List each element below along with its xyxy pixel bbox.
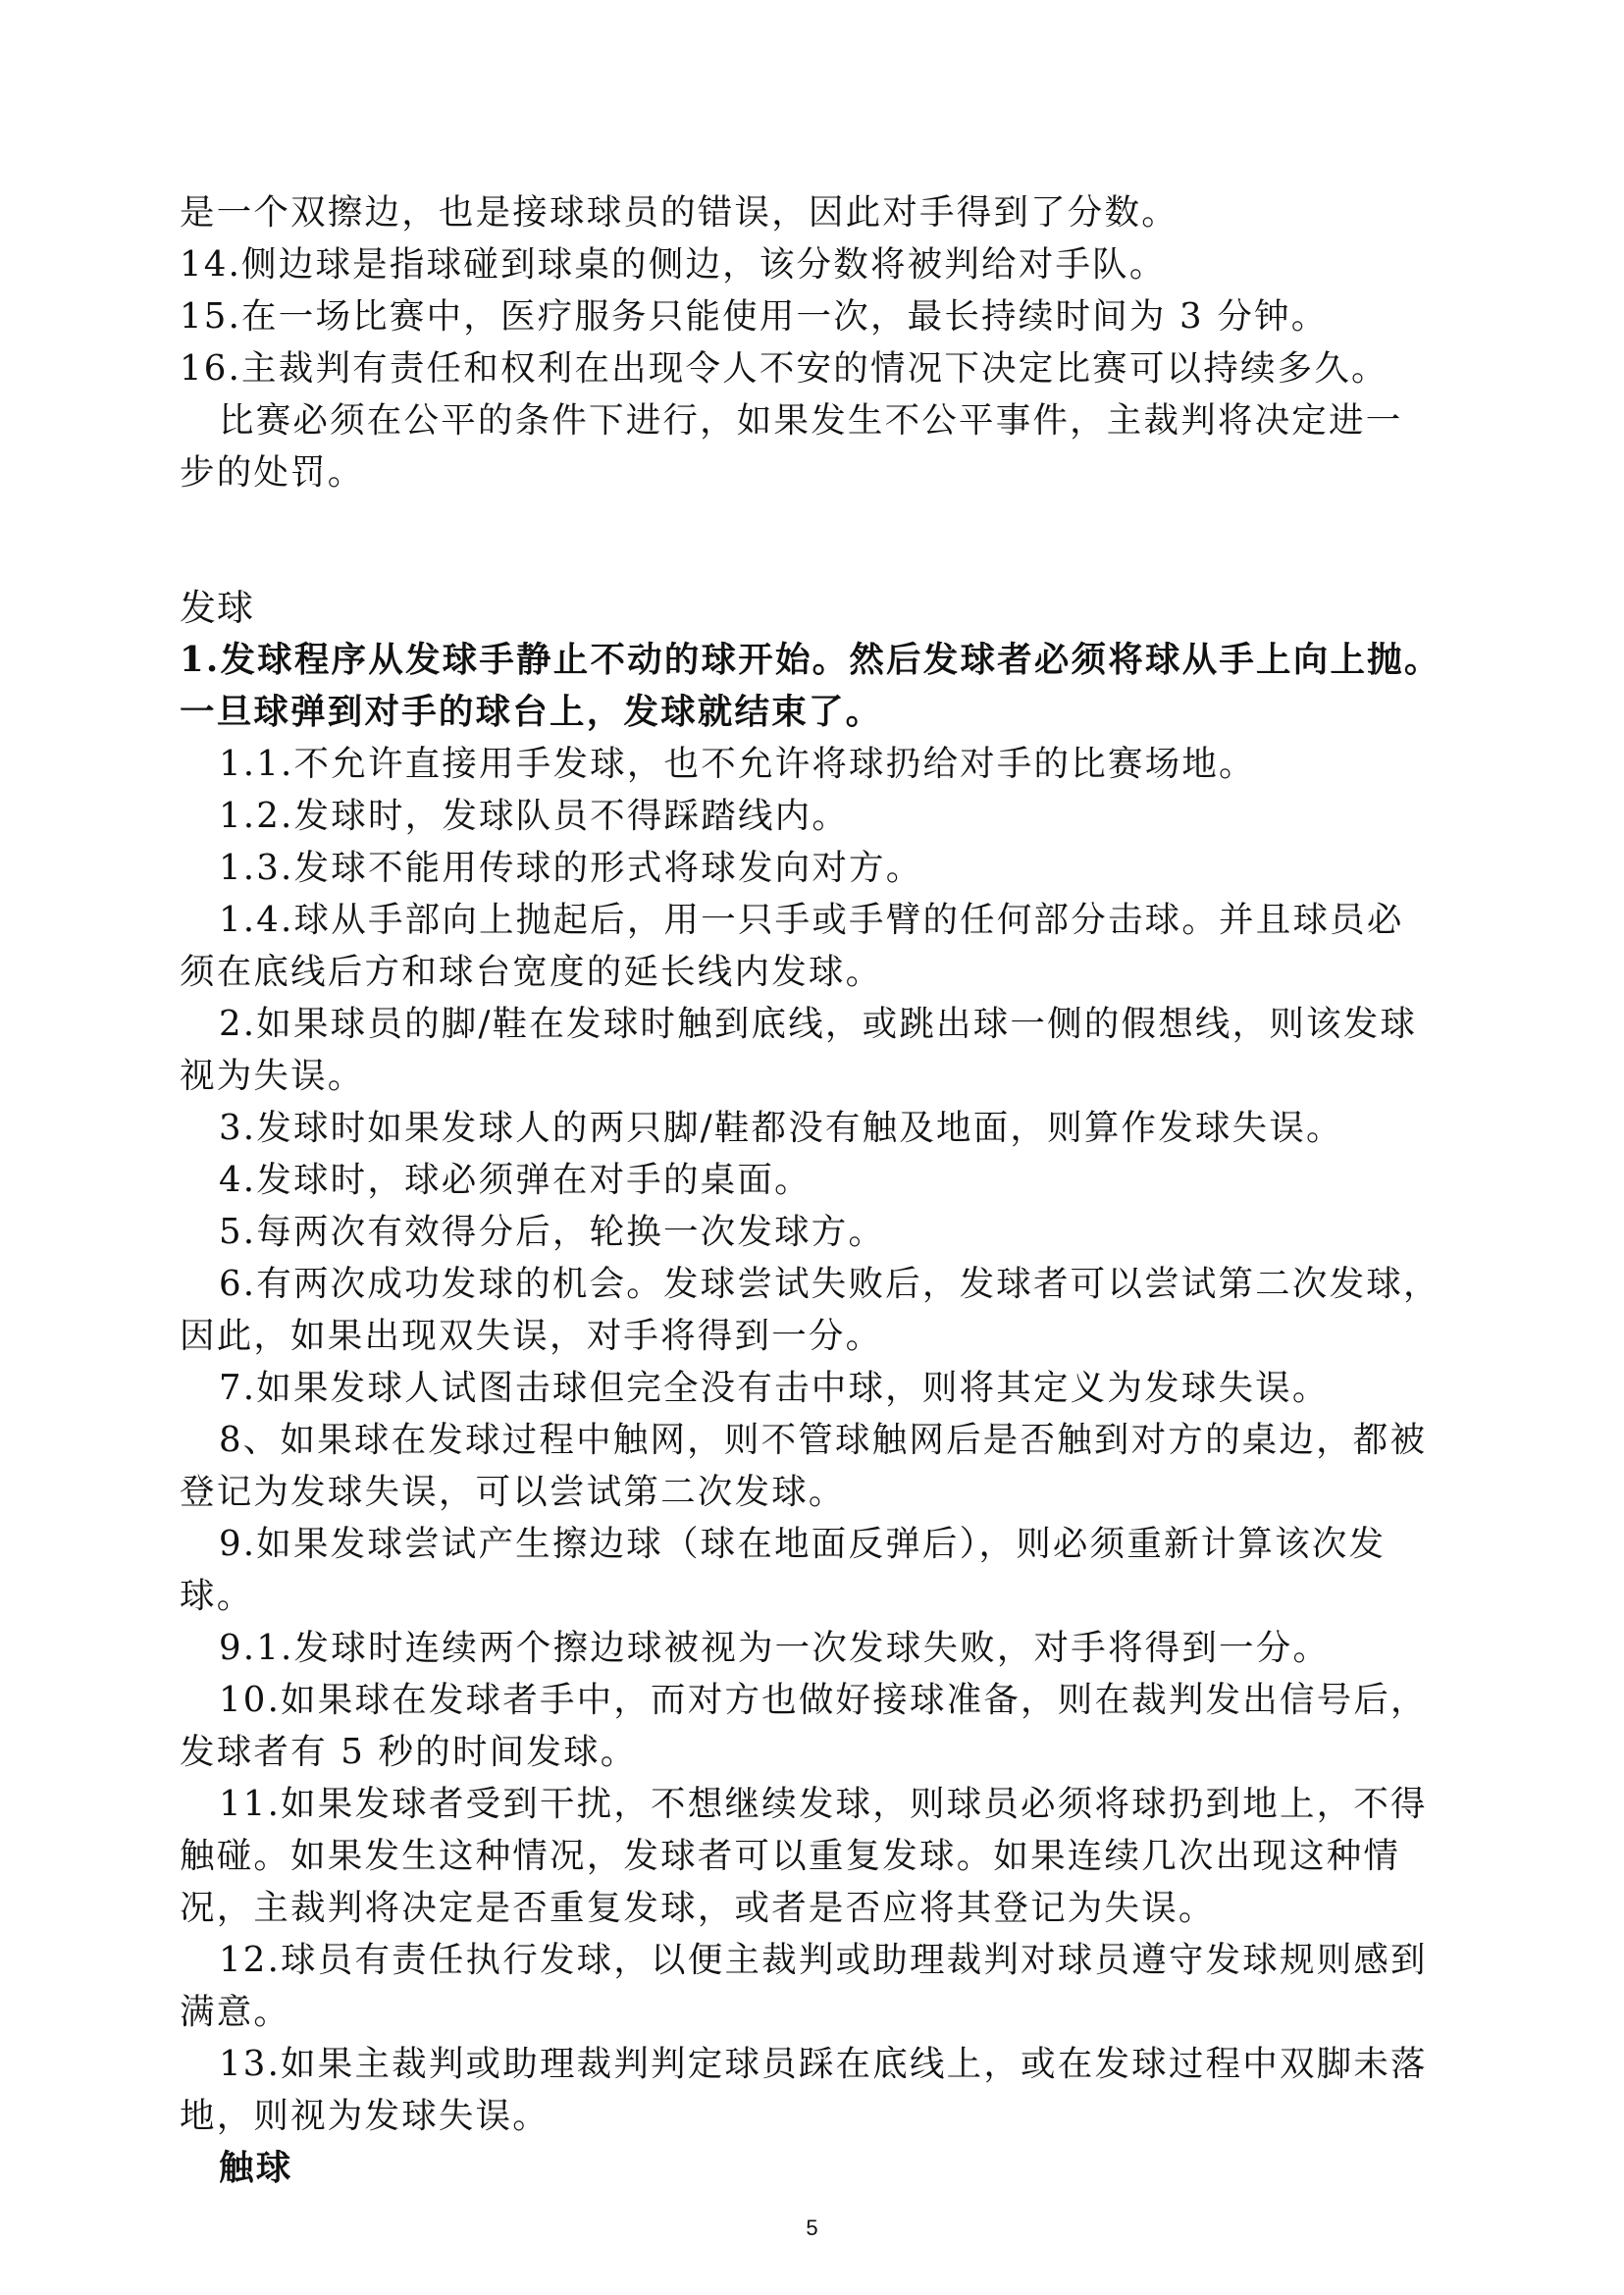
serve-rule-1-1: 1.1.不允许直接用手发球，也不允许将球扔给对手的比赛场地。 — [219, 744, 1256, 784]
serve-rule-12-line1: 12.球员有责任执行发球，以便主裁判或助理裁判对球员遵守发球规则感到 — [219, 1940, 1428, 1980]
serve-rule-8-line2: 登记为发球失误，可以尝试第二次发球。 — [180, 1472, 846, 1512]
serve-rule-5: 5.每两次有效得分后，轮换一次发球方。 — [219, 1212, 886, 1252]
rule-15: 15.在一场比赛中，医疗服务只能使用一次，最长持续时间为 3 分钟。 — [180, 296, 1329, 337]
serve-rule-1-2: 1.2.发球时，发球队员不得踩踏线内。 — [219, 796, 850, 836]
serve-rule-9-line2: 球。 — [180, 1576, 254, 1616]
serve-rule-1-3: 1.3.发球不能用传球的形式将球发向对方。 — [219, 848, 923, 888]
fairness-paragraph-line2: 步的处罚。 — [180, 452, 365, 493]
serve-rule-1-4-line2: 须在底线后方和球台宽度的延长线内发球。 — [180, 952, 883, 992]
serve-rule-7: 7.如果发球人试图击球但完全没有击中球，则将其定义为发球失误。 — [219, 1368, 1330, 1408]
touch-heading: 触球 — [219, 2148, 293, 2188]
serve-rule-11-line1: 11.如果发球者受到干扰，不想继续发球，则球员必须将球扔到地上，不得 — [219, 1784, 1428, 1824]
serve-rule-11-line2: 触碰。如果发生这种情况，发球者可以重复发球。如果连续几次出现这种情 — [180, 1836, 1401, 1876]
serve-rule-9-1: 9.1.发球时连续两个擦边球被视为一次发球失败，对手将得到一分。 — [219, 1628, 1331, 1668]
paragraph-line: 是一个双擦边，也是接球球员的错误，因此对手得到了分数。 — [180, 192, 1179, 233]
serve-rule-9-line1: 9.如果发球尝试产生擦边球（球在地面反弹后），则必须重新计算该次发 — [219, 1524, 1387, 1564]
serve-rule-10-line2: 发球者有 5 秒的时间发球。 — [180, 1732, 638, 1772]
serve-rule-13-line1: 13.如果主裁判或助理裁判判定球员踩在底线上，或在发球过程中双脚未落 — [219, 2044, 1428, 2084]
serve-rule-13-line2: 地，则视为发球失误。 — [180, 2096, 550, 2136]
serve-rule-3: 3.发球时如果发球人的两只脚/鞋都没有触及地面，则算作发球失误。 — [219, 1108, 1343, 1148]
serve-rule-10-line1: 10.如果球在发球者手中，而对方也做好接球准备，则在裁判发出信号后， — [219, 1680, 1428, 1720]
serve-rule-6-line2: 因此，如果出现双失误，对手将得到一分。 — [180, 1316, 883, 1356]
serve-heading: 发球 — [180, 587, 254, 629]
rule-16: 16.主裁判有责任和权利在出现令人不安的情况下决定比赛可以持续多久。 — [180, 348, 1388, 389]
serve-rule-11-line3: 况，主裁判将决定是否重复发球，或者是否应将其登记为失误。 — [180, 1888, 1216, 1928]
serve-rule-4: 4.发球时，球必须弹在对手的桌面。 — [219, 1160, 812, 1200]
rule-14: 14.侧边球是指球碰到球桌的侧边，该分数将被判给对手队。 — [180, 244, 1167, 285]
serve-rule-2-line2: 视为失误。 — [180, 1056, 365, 1096]
serve-rule-8-line1: 8、如果球在发球过程中触网，则不管球触网后是否触到对方的桌边，都被 — [219, 1420, 1428, 1460]
serve-rule-1-4-line1: 1.4.球从手部向上抛起后，用一只手或手臂的任何部分击球。并且球员必 — [219, 900, 1404, 940]
serve-rule-1-line2: 一旦球弹到对手的球台上，发球就结束了。 — [180, 692, 883, 732]
serve-rule-6-line1: 6.有两次成功发球的机会。发球尝试失败后，发球者可以尝试第二次发球， — [219, 1264, 1441, 1304]
serve-rule-12-line2: 满意。 — [180, 1992, 291, 2032]
serve-rule-2-line1: 2.如果球员的脚/鞋在发球时触到底线，或跳出球一侧的假想线，则该发球 — [219, 1004, 1418, 1044]
page-number: 5 — [806, 2216, 818, 2240]
fairness-paragraph-line1: 比赛必须在公平的条件下进行，如果发生不公平事件，主裁判将决定进一 — [219, 400, 1403, 441]
serve-rule-1-line1: 1.发球程序从发球手静止不动的球开始。然后发球者必须将球从手上向上抛。 — [180, 640, 1441, 680]
